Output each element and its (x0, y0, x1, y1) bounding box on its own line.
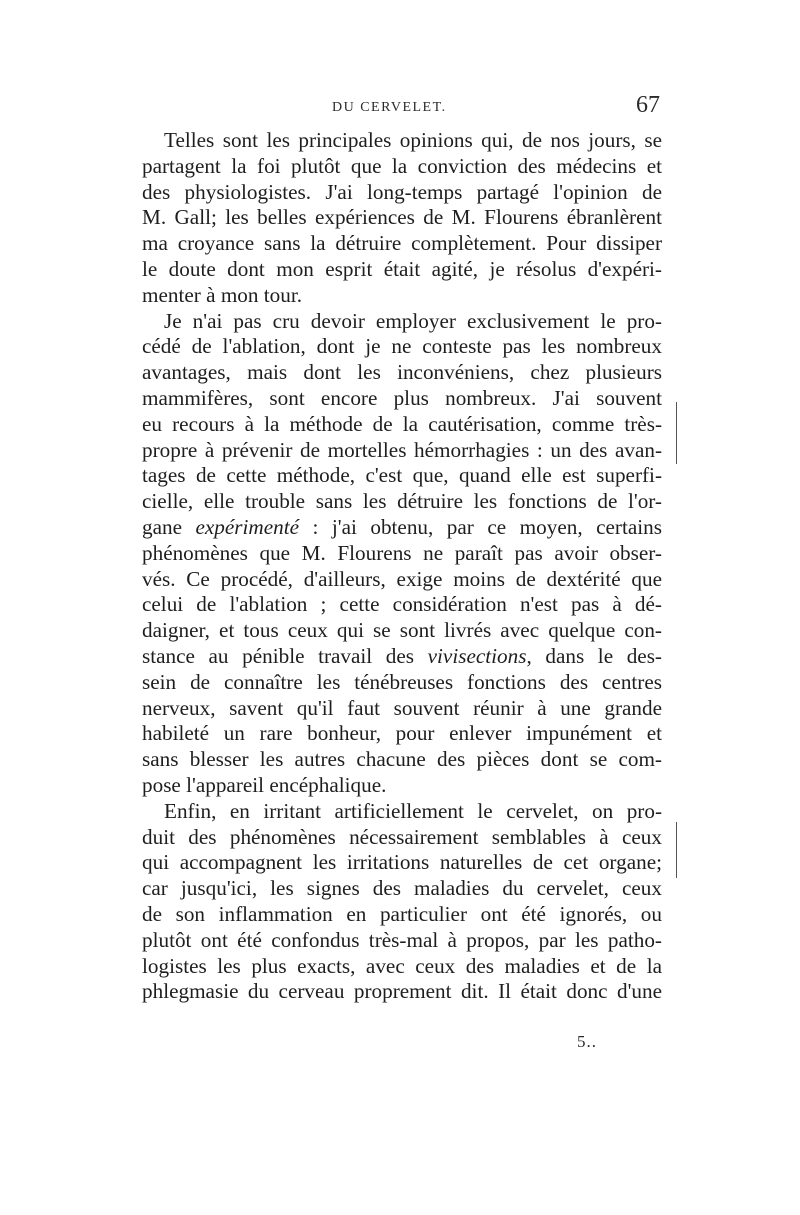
text-line: car jusqu'ici, les signes des maladies du cervelet, ceux (142, 876, 662, 901)
text-segment: gane (142, 514, 196, 539)
text-line: ma croyance sans la détruire complètement. Pour dissiper (142, 231, 662, 256)
text-line: qui accompagnent les irritations naturelles de cet organe; (142, 850, 662, 875)
running-head (142, 92, 660, 122)
text-line: menter à mon tour. (142, 282, 303, 307)
text-line: Telles sont les principales opinions qui, de nos jours, se (164, 128, 662, 152)
text-segment: , dans le des- (526, 643, 662, 668)
text-line: des physiologistes. J'ai long-temps partagé l'opinion de (142, 179, 662, 204)
text-line: partagent la foi plutôt que la conviction des médecins et (142, 153, 662, 178)
text-segment: : j'ai obtenu, par ce moyen, certains (299, 514, 662, 539)
text-line: phénomènes que M. Flourens ne paraît pas avoir obser- (142, 540, 662, 565)
signature-mark: 5.. (577, 1032, 597, 1051)
text-line: mammifères, sont encore plus nombreux. J'ai souvent (142, 385, 662, 410)
italic-term: vivisections (427, 643, 527, 668)
text-line: propre à prévenir de mortelles hémorrhagies : un des avan- (142, 437, 662, 462)
text-line: cédé de l'ablation, dont je ne conteste pas les nombreux (142, 334, 662, 359)
body-text (142, 128, 662, 1005)
text-line: daigner, et tous ceux qui se sont livrés avec quelque con- (142, 618, 662, 643)
text-line (142, 644, 662, 670)
text-line: celui de l'ablation ; cette considération n'est pas à dé- (142, 592, 662, 617)
text-line: tages de cette méthode, c'est que, quand elle est superfi- (142, 463, 662, 488)
text-line: sein de connaître les ténébreuses fonctions des centres (142, 669, 662, 694)
text-line: pose l'appareil encéphalique. (142, 772, 387, 797)
text-line: logistes les plus exacts, avec ceux des maladies et de la (142, 953, 662, 978)
text-segment: stance au pénible travail des (142, 643, 428, 668)
text-line: vés. Ce procédé, d'ailleurs, exige moins de dextérité que (142, 566, 662, 591)
text-line: nerveux, savent qu'il faut souvent réunir à une grande (142, 695, 662, 720)
text-line: eu recours à la méthode de la cautérisation, comme très- (142, 411, 662, 436)
text-line (142, 515, 662, 541)
text-line: Je n'ai pas cru devoir employer exclusivement le pro- (164, 308, 662, 333)
text-line: phlegmasie du cerveau proprement dit. Il était donc d'une (142, 979, 662, 1004)
italic-term: expérimenté (195, 514, 300, 539)
margin-bracket-mark (676, 402, 679, 464)
running-title: DU CERVELET. (332, 100, 447, 115)
text-line: plutôt ont été confondus très-mal à propos, par les patho- (142, 927, 662, 952)
text-line: habileté un rare bonheur, pour enlever impunément et (142, 721, 662, 746)
text-line: avantages, mais dont les inconvéniens, chez plusieurs (142, 360, 662, 385)
text-line: Enfin, en irritant artificiellement le cervelet, on pro- (164, 798, 662, 823)
text-line: duit des phénomènes nécessairement semblables à ceux (142, 824, 662, 849)
text-line: M. Gall; les belles expériences de M. Flourens ébranlèrent (142, 205, 662, 230)
page-number: 67 (636, 92, 660, 118)
margin-bracket-mark (676, 822, 679, 878)
text-line: cielle, elle trouble sans les détruire les fonctions de l'or- (142, 489, 662, 514)
text-line: de son inflammation en particulier ont été ignorés, ou (142, 901, 662, 926)
text-line: le doute dont mon esprit était agité, je résolus d'expéri- (142, 256, 662, 281)
text-line: sans blesser les autres chacune des pièces dont se com- (142, 747, 662, 772)
